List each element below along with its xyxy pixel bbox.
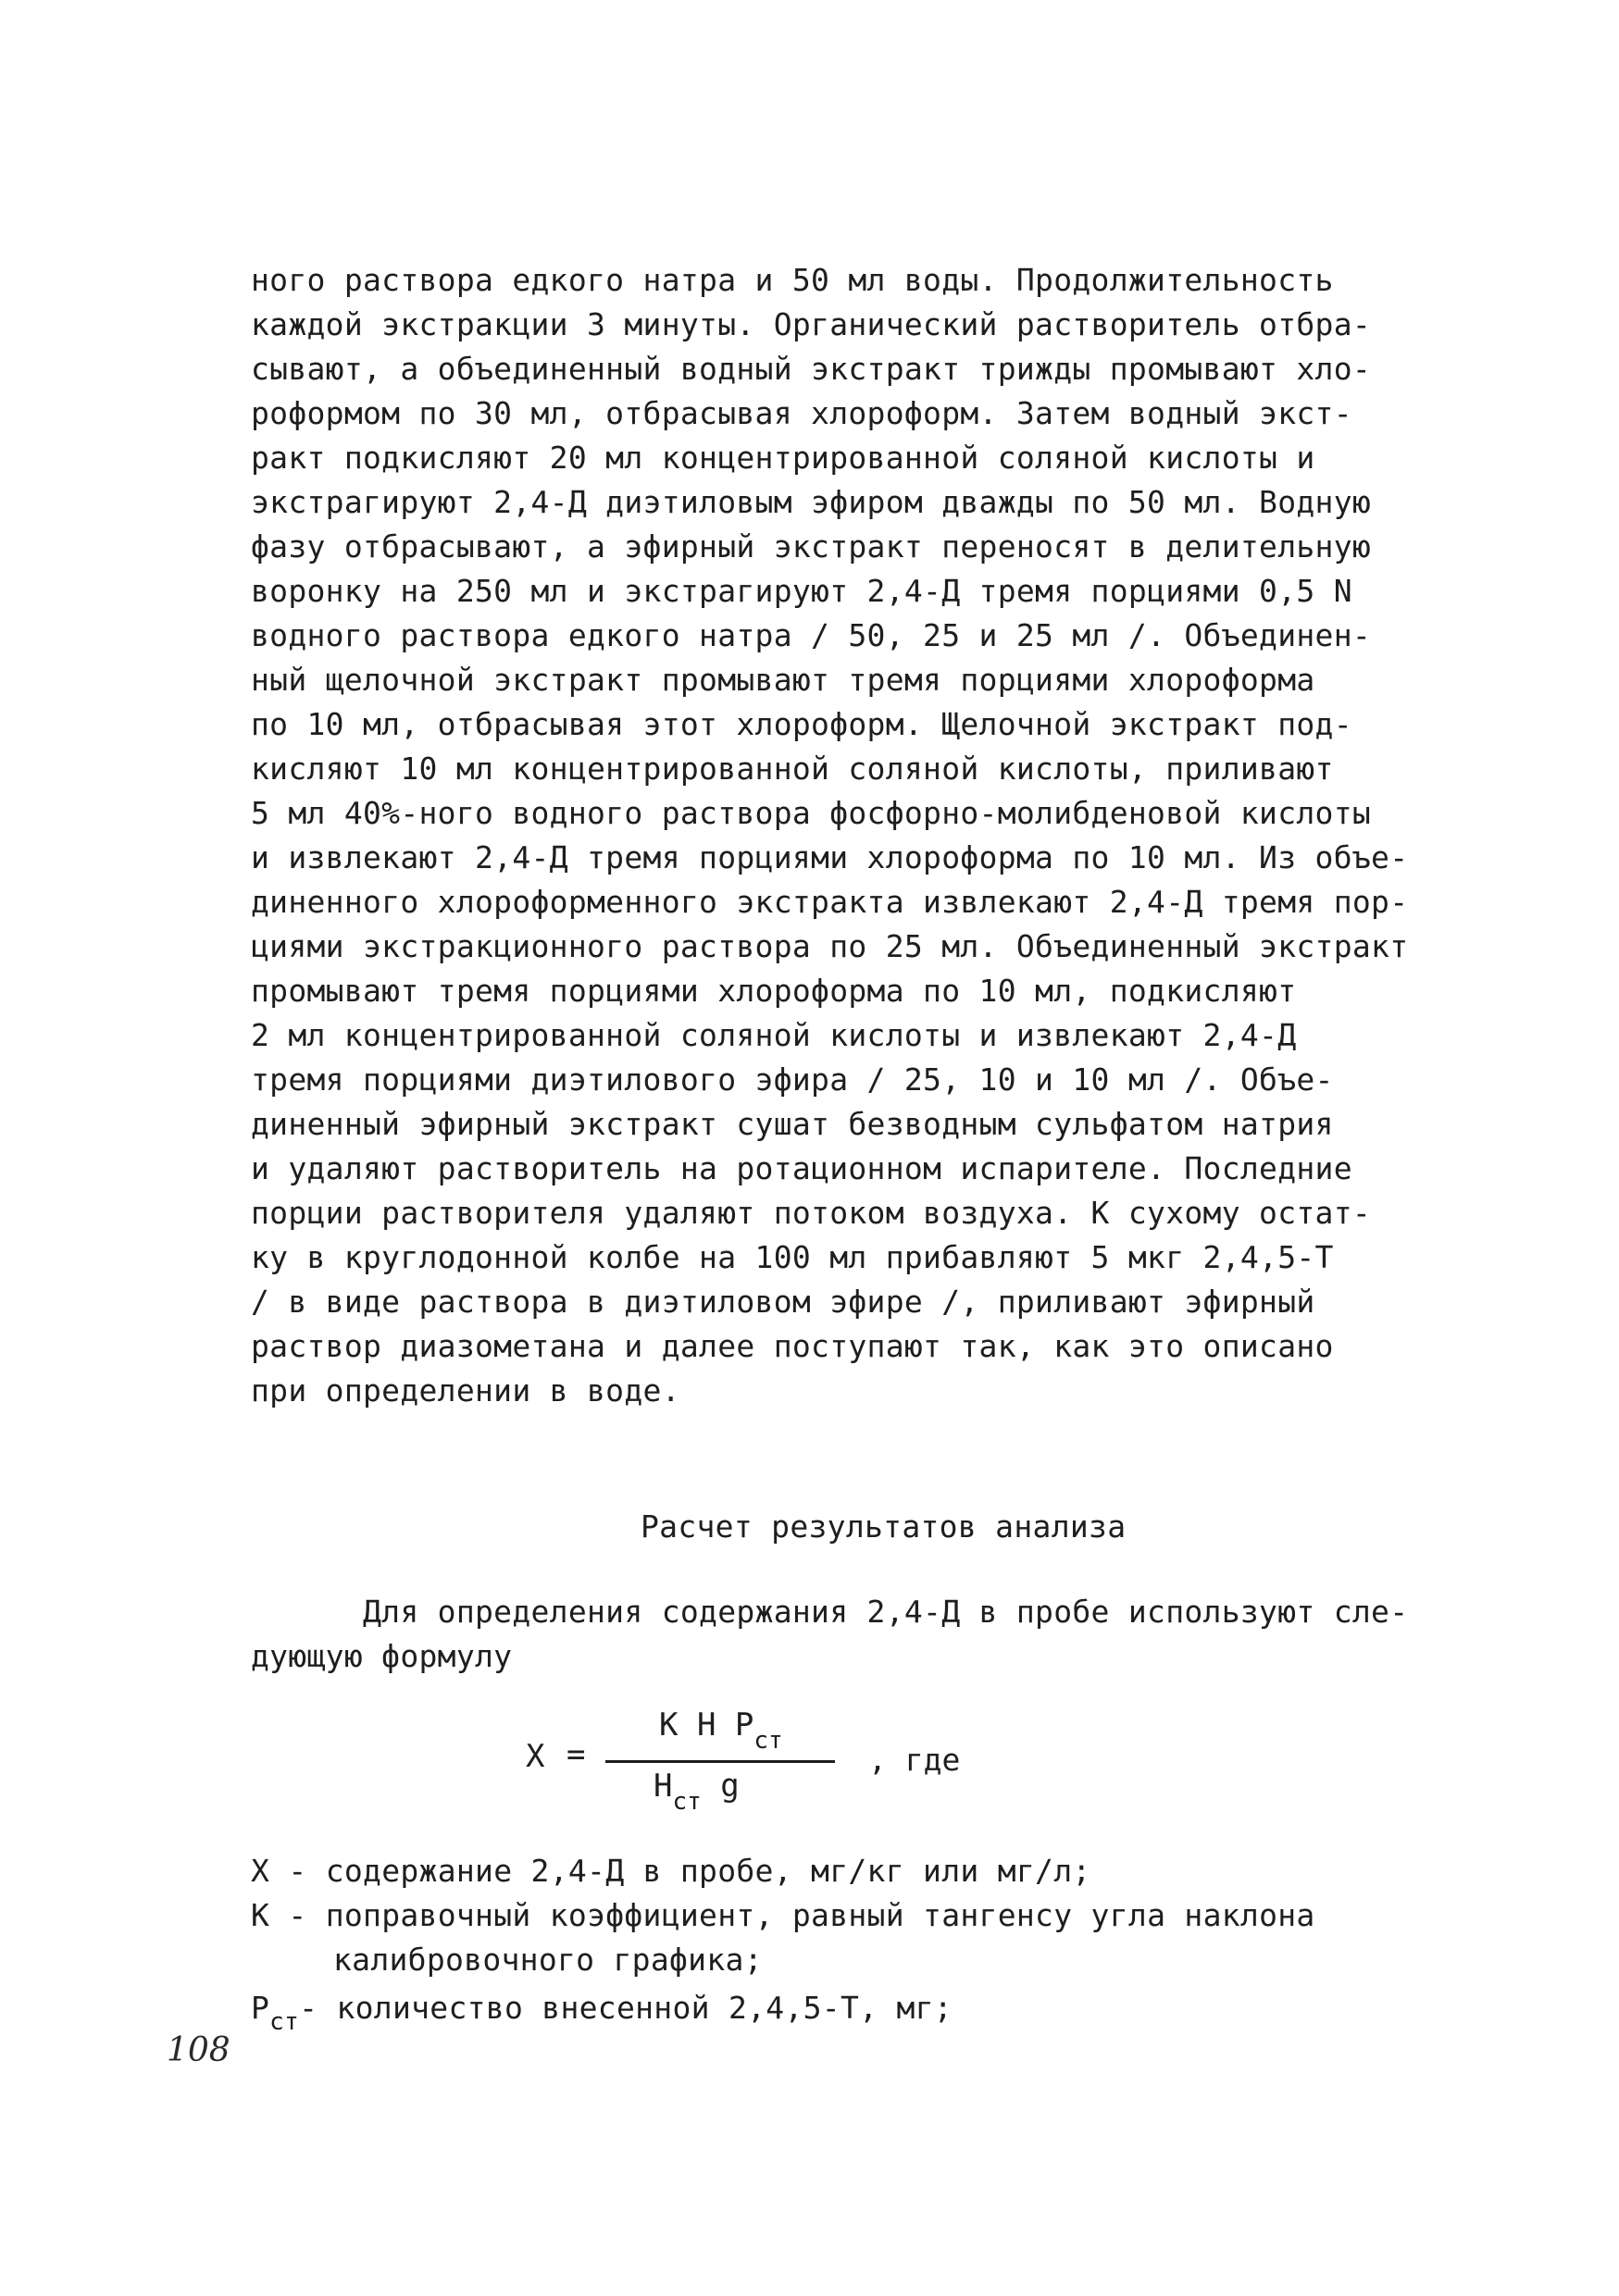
definition-dash: - <box>299 1990 337 2026</box>
text-line: кисляют 10 мл концентрированной соляной кислоты, приливают <box>251 751 1334 787</box>
text-line: ку в круглодонной колбе на 100 мл прибавляют 5 мкг 2,4,5-Т <box>251 1239 1334 1275</box>
formula-equals: = <box>567 1736 586 1773</box>
text-line: и удаляют растворитель на ротационном испарителе. Последние <box>251 1150 1352 1186</box>
text-line: воронку на 250 мл и экстрагируют 2,4-Д тремя порциями 0,5 N <box>251 573 1352 609</box>
definition-symbol: X <box>251 1853 270 1889</box>
denominator-text: Н <box>654 1768 673 1805</box>
text-line: промывают тремя порциями хлороформа по 10 мл, подкисляют <box>251 973 1297 1009</box>
text-line: и извлекают 2,4-Д тремя порциями хлороформа по 10 мл. Из объе- <box>251 839 1409 875</box>
definition-dash: - <box>269 1853 326 1889</box>
text-line: диненный эфирный экстракт сушат безводным сульфатом натрия <box>251 1106 1334 1142</box>
text-line: каждой экстракции 3 минуты. Органический растворитель отбра- <box>251 306 1372 342</box>
text-line: ного раствора едкого натра и 50 мл воды. Продолжительность <box>251 262 1334 298</box>
definition-item <box>251 1897 1315 1934</box>
numerator-subscript: ст <box>753 1727 783 1755</box>
formula <box>518 1703 1000 1823</box>
text-line: диненного хлороформенного экстракта извлекают 2,4-Д тремя пор- <box>251 884 1409 920</box>
text-line: водного раствора едкого натра / 50, 25 и 25 мл /. Объединен- <box>251 617 1372 653</box>
definition-subscript: ст <box>269 2008 300 2036</box>
section-heading: Расчет результатов анализа <box>641 1508 1127 1545</box>
text-line: порции растворителя удаляют потоком воздуха. К сухому остат- <box>251 1195 1372 1231</box>
text-line: ракт подкисляют 20 мл концентрированной соляной кислоты и <box>251 440 1315 476</box>
text-line: тремя порциями диэтилового эфира / 25, 10 и 10 мл /. Объе- <box>251 1061 1334 1098</box>
text-line: сывают, а объединенный водный экстракт трижды промывают хло- <box>251 351 1372 387</box>
definition-dash: - <box>269 1897 326 1933</box>
formula-lhs: X <box>526 1738 545 1775</box>
definition-text: содержание 2,4-Д в пробе, мг/кг или мг/л; <box>325 1853 1091 1889</box>
numerator-text: К Н Р <box>659 1706 754 1744</box>
definition-item <box>251 1990 953 2036</box>
text-line: Для определения содержания 2,4-Д в пробе используют сле- <box>251 1594 1409 1630</box>
definition-text: поправочный коэффициент, равный тангенсу угла наклона <box>325 1897 1315 1933</box>
text-line: 5 мл 40%-ного водного раствора фосфорно-молибденовой кислоты <box>251 795 1372 831</box>
text-line: при определении в воде. <box>251 1372 680 1409</box>
denominator-subscript: ст <box>672 1788 702 1816</box>
definition-symbol: Р <box>251 1990 270 2026</box>
denominator-tail: g <box>720 1768 740 1805</box>
definition-symbol: К <box>251 1897 270 1933</box>
formula-denominator <box>654 1768 740 1816</box>
text-line: по 10 мл, отбрасывая этот хлороформ. Щелочной экстракт под- <box>251 706 1352 742</box>
text-line: дующую формулу <box>251 1638 513 1674</box>
definition-text: количество внесенной 2,4,5-Т, мг; <box>336 1990 953 2026</box>
fraction-bar <box>605 1760 835 1763</box>
text-line: ный щелочной экстракт промывают тремя порциями хлороформа <box>251 662 1315 698</box>
text-line: роформом по 30 мл, отбрасывая хлороформ. Затем водный экст- <box>251 395 1352 431</box>
formula-suffix: , где <box>868 1742 961 1778</box>
text-line: 2 мл концентрированной соляной кислоты и извлекают 2,4-Д <box>251 1017 1297 1053</box>
text-line: фазу отбрасывают, а эфирный экстракт переносят в делительную <box>251 528 1372 565</box>
definition-item <box>251 1853 1091 1890</box>
definition-text: калибровочного графика; <box>333 1942 763 1978</box>
text-line: раствор диазометана и далее поступают так, как это описано <box>251 1328 1334 1364</box>
text-line: циями экстракционного раствора по 25 мл. Объединенный экстракт <box>251 928 1409 964</box>
page-number: 108 <box>167 2031 230 2069</box>
text-line: экстрагируют 2,4-Д диэтиловым эфиром дважды по 50 мл. Водную <box>251 484 1372 520</box>
formula-numerator <box>659 1706 783 1755</box>
text-line: / в виде раствора в диэтиловом эфире /, приливают эфирный <box>251 1284 1315 1320</box>
definition-continuation <box>333 1942 763 1979</box>
